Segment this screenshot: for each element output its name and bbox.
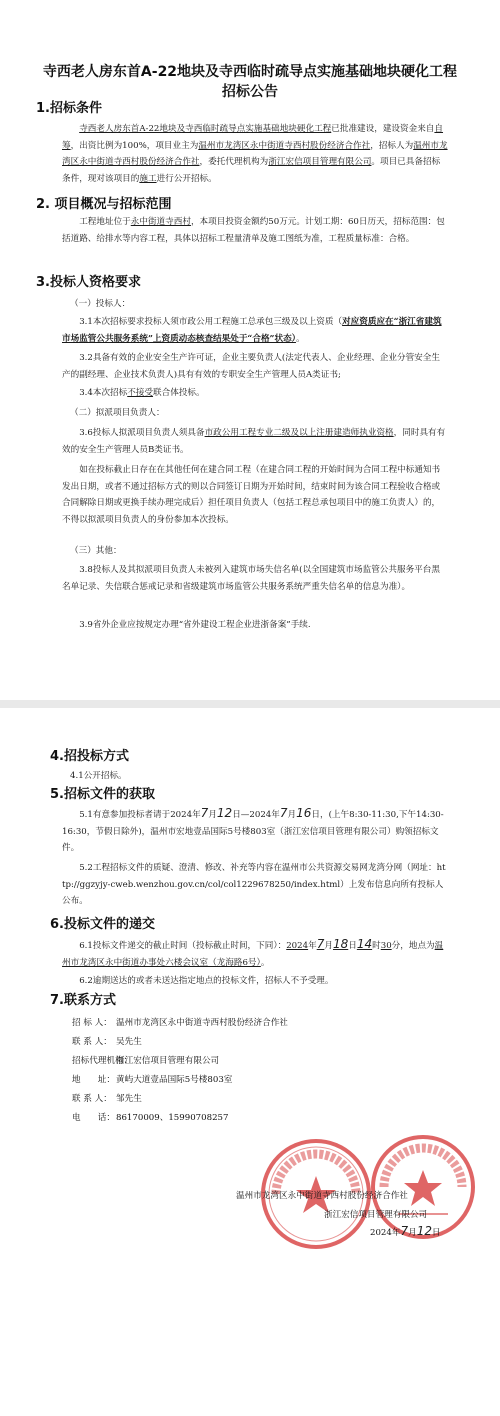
clause-3-9: 3.9省外企业应按规定办理“省外建设工程企业进浙备案”手续. — [79, 620, 311, 630]
contact-row-agency: 招标代理机构：浙江宏信项目管理有限公司 — [72, 1056, 220, 1066]
handwritten-day: 12 — [416, 1224, 432, 1238]
signature-org-2: 浙江宏信项目管理有限公司 — [324, 1210, 428, 1220]
section-4-heading: 4.招投标方式 — [50, 749, 129, 764]
clause-5-1: 5.1有意参加投标者请于2024年7月12日—2024年7月16日，(上午8:30-11:30,下午14:30-16:30，节假日除外)，温州市宏地壹品国际5号楼803室（浙江宏信项目管理有限公司）购领招标文件。 — [62, 806, 444, 853]
contact-row-contact-1: 联 系 人： 吴先生 — [72, 1037, 142, 1047]
section-1-body: 寺西老人房东首A-22地块及寺西临时疏导点实施基础地块硬化工程已批准建设，建设资金来自自筹，出资比例为100%，项目业主为温州市龙湾区永中街道寺西村股份经济合作社，招标人为温州市龙湾区永中街道寺西村股份经济合作社，委托代理机构为浙江宏信项目管理有限公司。项目已具备招标条件，现对该项目的施工进行公开招标。 — [62, 124, 448, 184]
handwritten-month: 7 — [200, 806, 209, 820]
clause-3-8: 3.8投标人及其拟派项目负责人未被列入建筑市场失信名单(以全国建筑市场监管公共服务平台黑名单记录、失信联合惩戒记录和省级建筑市场监管公共服务系统严重失信名单的信息为准）。 — [62, 565, 440, 592]
section-3-heading: 3.投标人资格要求 — [36, 275, 141, 290]
clause-3-1: 3.1本次招标要求投标人须市政公用工程施工总承包三级及以上资质（对应资质应在“浙江省建筑市场监管公共服务系统”上资质动态核查结果处于“合格”状态）。 — [62, 317, 442, 344]
clause-6-1: 6.1投标文件递交的截止时间（投标截止时间，下同）：2024年7月18日14时30分，地点为温州市龙湾区永中街道办事处六楼会议室（龙海路6号）。 — [62, 937, 444, 968]
clause-4-1: 4.1公开招标。 — [70, 771, 127, 781]
handwritten-day: 16 — [296, 806, 312, 820]
clause-3-4: 3.4本次招标不接受联合体投标。 — [79, 388, 205, 398]
section-6-heading: 6.投标文件的递交 — [50, 917, 155, 932]
section-7-heading: 7.联系方式 — [50, 993, 116, 1008]
handwritten-month: 7 — [400, 1224, 409, 1238]
clause-3-2: 3.2具备有效的企业安全生产许可证，企业主要负责人(法定代表人、企业经理、企业分管安全生产的副经理、企业技术负责人)具有有效的专职安全生产管理人员A类证书; — [62, 353, 440, 380]
project-name: 寺西老人房东首A-22地块及寺西临时疏导点实施基础地块硬化工程 — [79, 124, 332, 134]
clause-3-6: 3.6投标人拟派项目负责人须具备市政公用工程专业二级及以上注册建造师执业资格，同时具有有效的安全生产管理人员B类证书。 — [62, 428, 446, 455]
page-2 — [0, 708, 500, 1416]
handwritten-month: 7 — [279, 806, 288, 820]
notice-title-line1: 寺西老人房东首A-22地块及寺西临时疏导点实施基础地块硬化工程 — [42, 64, 458, 80]
handwritten-day: 18 — [332, 937, 349, 951]
handwritten-month: 7 — [316, 937, 325, 951]
clause-6-2: 6.2逾期送达的或者未送达指定地点的投标文件，招标人不予受理。 — [79, 976, 334, 986]
contact-row-phone: 电 话：86170009、15990708257 — [72, 1113, 229, 1123]
sub-heading-bidder: （一）投标人： — [70, 299, 131, 309]
clause-5-2: 5.2工程招标文件的质疑、澄清、修改、补充等内容在温州市公共资源交易网龙湾分网（网址：http://ggzyjy-cweb.wenzhou.gov.cn/col/col1229678250/index.html）上发布信息向所有投标人公布。 — [62, 863, 446, 906]
sub-heading-other: （三）其他： — [70, 546, 122, 556]
sub-heading-project-manager: （二）拟派项目负责人： — [70, 408, 165, 418]
notice-title-line2: 招标公告 — [222, 84, 278, 100]
signature-org-1: 温州市龙湾区永中街道寺西村股份经济合作社 — [236, 1191, 408, 1201]
clause-busy-project: 如在投标截止日存在在其他任何在建合同工程（在建合同工程的开始时间为合同工程中标通知书发出日期，或者不通过招标方式的则以合同签订日期为开始时间，结束时间为该合同工程验收合格或合同解除日期或更换手续办理完成后）担任项目负责人（包括工程总承包项目中的施工负责人）的，不得以拟派项目负责人的身份参加本次投标。 — [62, 465, 441, 525]
handwritten-hour: 14 — [356, 937, 373, 951]
signature-date: 2024年7月12日 — [370, 1224, 441, 1238]
contact-row-tenderer: 招 标 人： 温州市龙湾区永中街道寺西村股份经济合作社 — [72, 1018, 288, 1028]
section-1-heading: 1.招标条件 — [36, 101, 102, 116]
section-2-heading: 2. 项目概况与招标范围 — [36, 197, 172, 212]
page-1 — [0, 0, 500, 700]
contact-row-contact-2: 联 系 人： 邹先生 — [72, 1094, 142, 1104]
handwritten-day: 12 — [216, 806, 233, 820]
section-5-heading: 5.招标文件的获取 — [50, 787, 155, 802]
contact-row-address: 地 址：黄屿大道壹品国际5号楼803室 — [72, 1075, 233, 1085]
section-2-body: 工程地址位于永中街道寺西村，本项目投资金额约50万元。计划工期：60日历天，招标范围：包括道路、给排水等内容工程，具体以招标工程量清单及施工图纸为准，工程质量标准：合格。 — [62, 217, 445, 244]
